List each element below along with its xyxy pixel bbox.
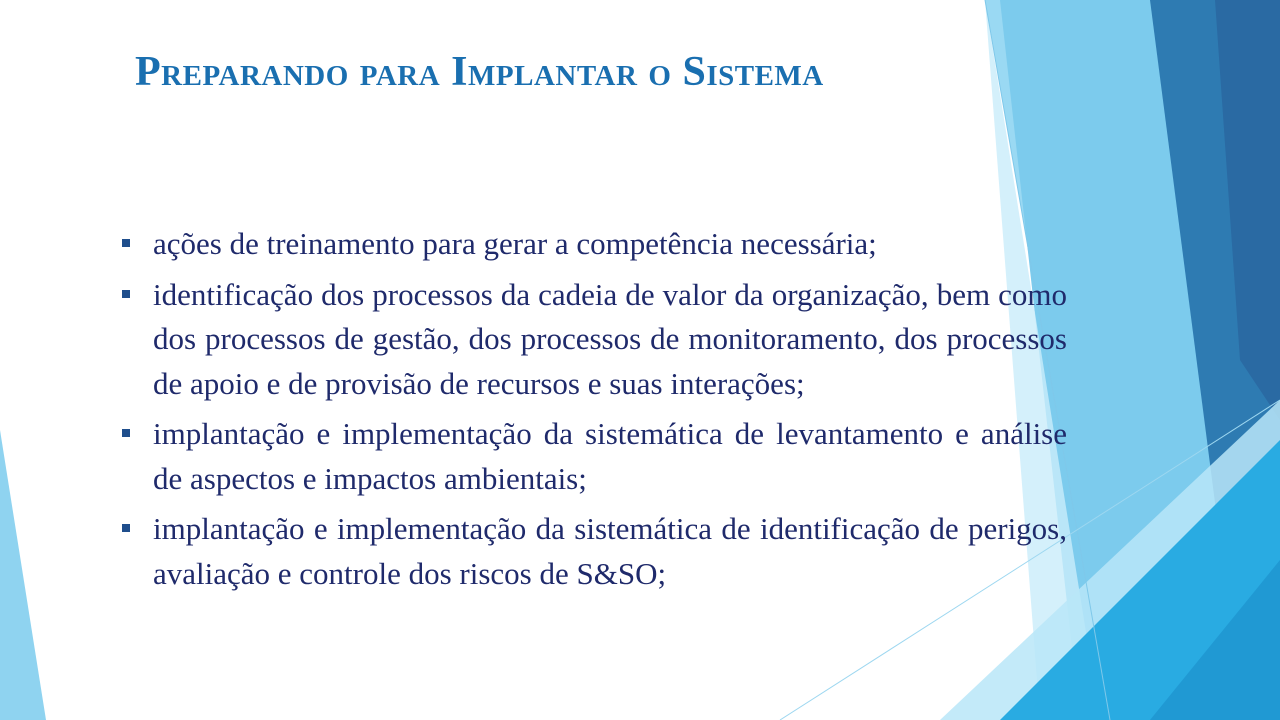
square-bullet-icon <box>122 239 130 247</box>
bullet-text: implantação e implementação da sistemática de identificação de perigos, avaliação e controle dos riscos de S&SO; <box>153 511 1067 591</box>
square-bullet-icon <box>122 290 130 298</box>
slide-title: Preparando para Implantar o Sistema <box>135 49 824 95</box>
bullet-item <box>122 273 1067 407</box>
bullet-item <box>122 412 1067 501</box>
bullet-list <box>122 222 1067 602</box>
bullet-item <box>122 507 1067 596</box>
square-bullet-icon <box>122 524 130 532</box>
bullet-item <box>122 222 1067 267</box>
bullet-text: implantação e implementação da sistemática de levantamento e análise de aspectos e impactos ambientais; <box>153 416 1067 496</box>
left-edge-shape <box>0 430 46 720</box>
square-bullet-icon <box>122 429 130 437</box>
bullet-text: ações de treinamento para gerar a competência necessária; <box>153 226 877 261</box>
bullet-text: identificação dos processos da cadeia de valor da organização, bem como dos processos de gestão, dos processos de monitoramento, dos processos de apoio e de provisão de recursos e suas interações; <box>153 276 1067 401</box>
